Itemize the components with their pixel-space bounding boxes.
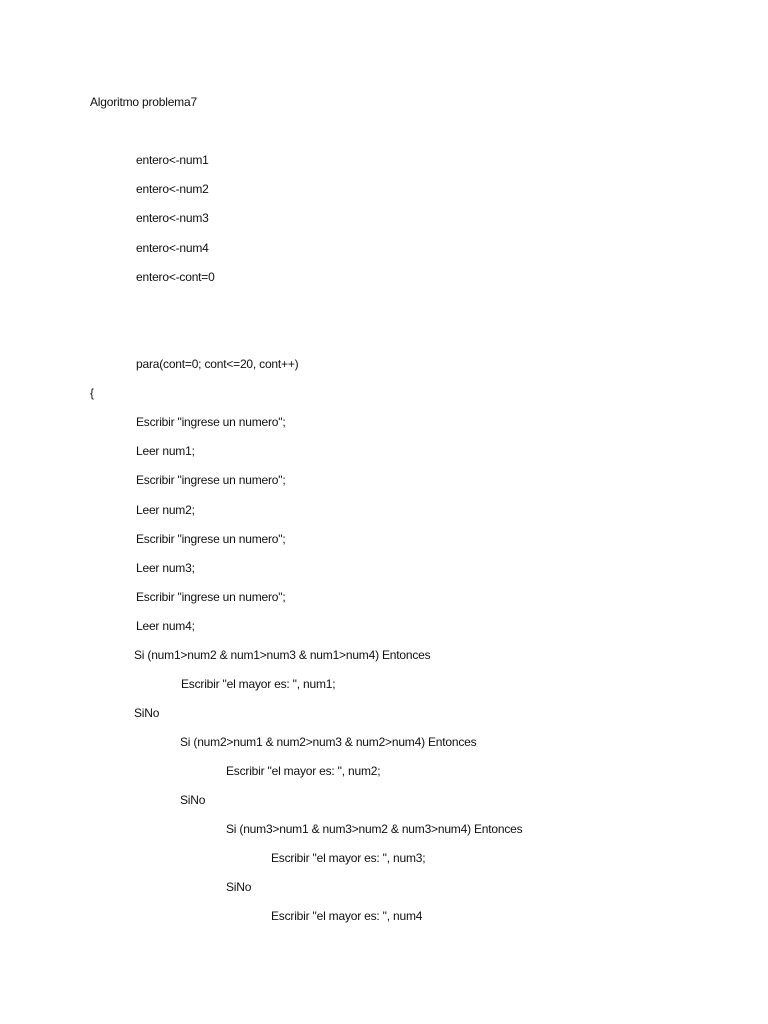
code-line: SiNo xyxy=(134,706,160,720)
code-line: entero<-num2 xyxy=(136,182,209,196)
code-line: Escribir "el mayor es: ", num4 xyxy=(271,909,423,923)
code-line: { xyxy=(90,386,94,400)
code-line: Si (num3>num1 & num3>num2 & num3>num4) Entonces xyxy=(226,822,523,836)
code-line: entero<-num1 xyxy=(136,153,209,167)
code-line: Si (num2>num1 & num2>num3 & num2>num4) Entonces xyxy=(180,735,477,749)
code-line: Escribir "ingrese un numero"; xyxy=(136,415,286,429)
code-line: Si (num1>num2 & num1>num3 & num1>num4) Entonces xyxy=(134,648,431,662)
code-line: Escribir "el mayor es: ", num1; xyxy=(181,677,336,691)
code-line: entero<-num3 xyxy=(136,211,209,225)
code-line: Escribir "ingrese un numero"; xyxy=(136,473,286,487)
algorithm-title: Algoritmo problema7 xyxy=(90,95,197,109)
code-line: entero<-cont=0 xyxy=(136,270,215,284)
code-line: Escribir "el mayor es: ", num3; xyxy=(271,851,426,865)
code-line: SiNo xyxy=(180,793,206,807)
code-line: Escribir "ingrese un numero"; xyxy=(136,532,286,546)
code-line: entero<-num4 xyxy=(136,241,209,255)
code-line: Leer num3; xyxy=(136,561,195,575)
code-line: Leer num4; xyxy=(136,619,195,633)
code-line: para(cont=0; cont<=20, cont++) xyxy=(136,357,299,371)
code-line: Escribir "ingrese un numero"; xyxy=(136,590,286,604)
code-line: Escribir "el mayor es: ", num2; xyxy=(226,764,381,778)
code-line: SiNo xyxy=(226,880,252,894)
code-line: Leer num2; xyxy=(136,503,195,517)
code-line: Leer num1; xyxy=(136,444,195,458)
